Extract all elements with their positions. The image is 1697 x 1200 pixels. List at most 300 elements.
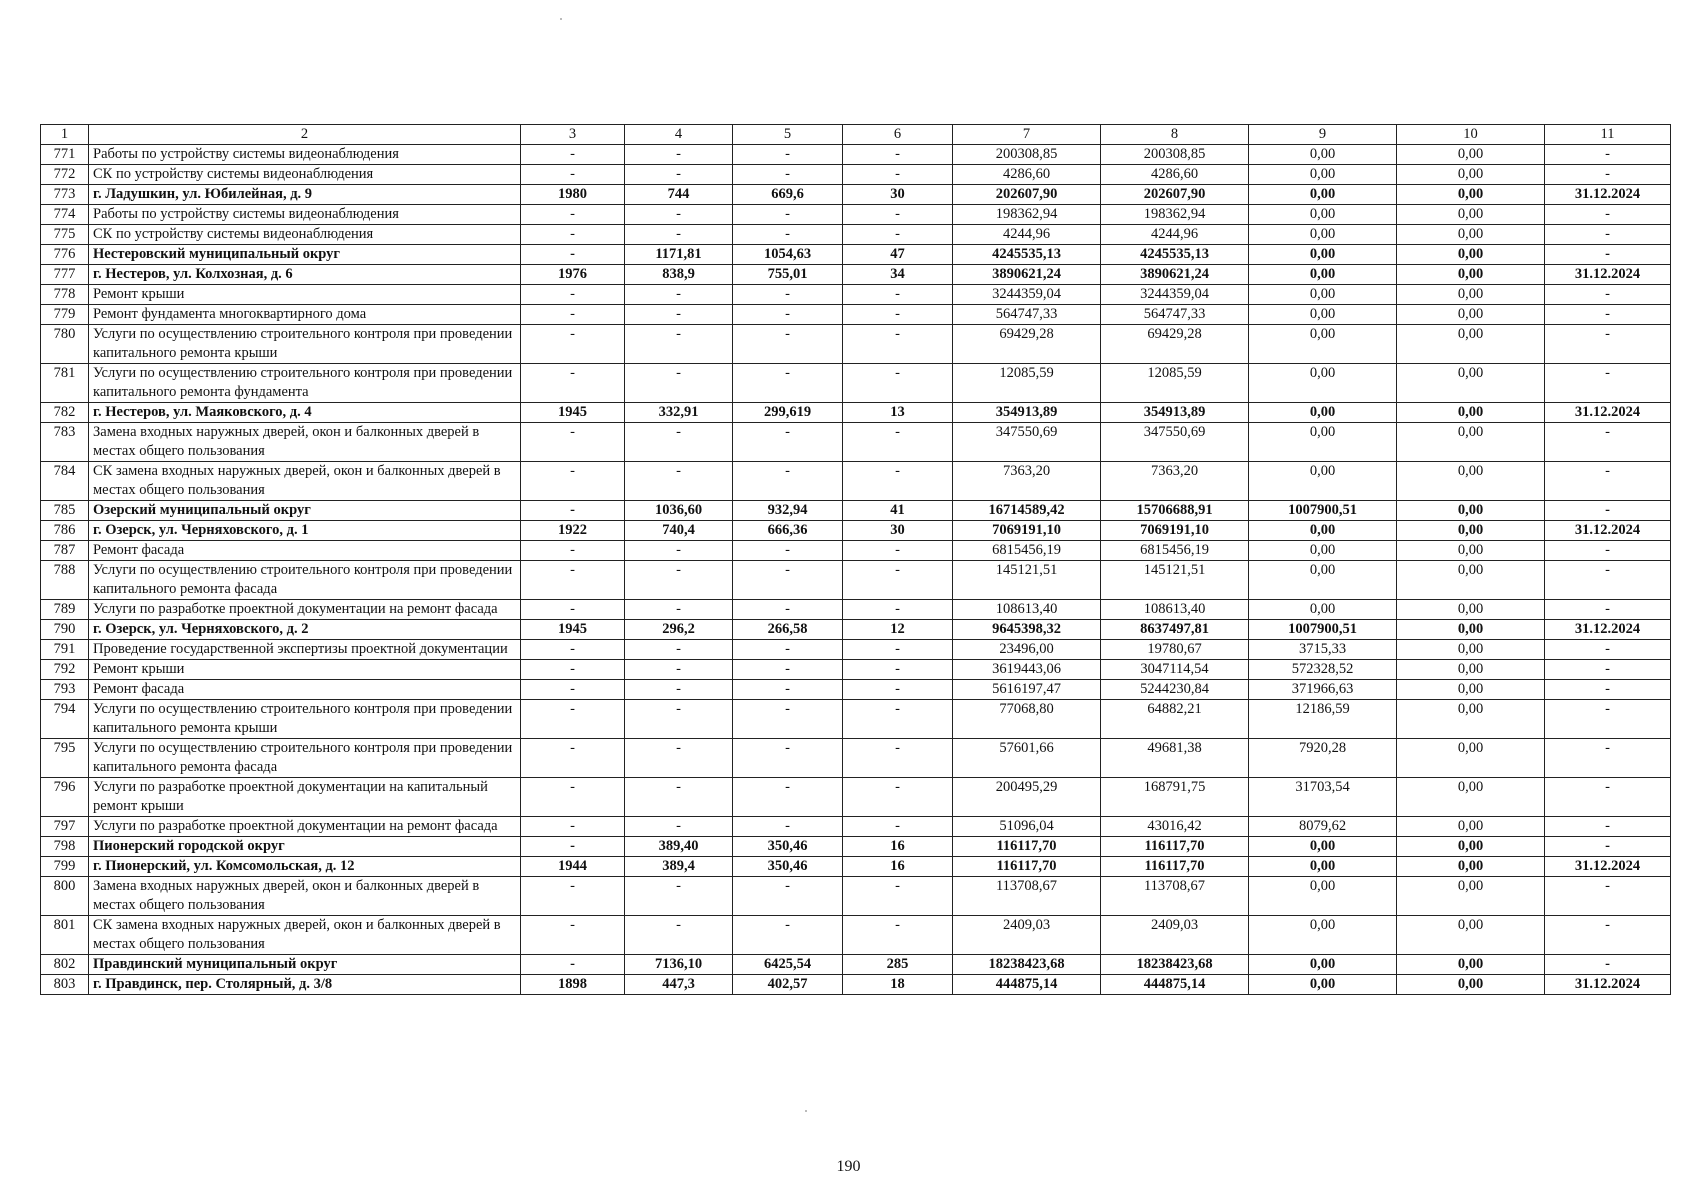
- cost-budget-cell: 0,00: [1249, 877, 1397, 916]
- deadline-cell: 31.12.2024: [1545, 403, 1671, 423]
- year-cell: -: [521, 225, 625, 245]
- living-area-cell: 402,57: [733, 975, 843, 995]
- header-cell: 11: [1545, 125, 1671, 145]
- table-row: [41, 265, 1671, 285]
- cost-total-cell: 77068,80: [953, 700, 1101, 739]
- cost-budget-cell: 0,00: [1249, 403, 1397, 423]
- cost-fund-cell: 113708,67: [1101, 877, 1249, 916]
- cost-total-cell: 202607,90: [953, 185, 1101, 205]
- cost-other-cell: 0,00: [1397, 423, 1545, 462]
- cost-fund-cell: 64882,21: [1101, 700, 1249, 739]
- cost-fund-cell: 354913,89: [1101, 403, 1249, 423]
- living-area-cell: -: [733, 778, 843, 817]
- item-name-cell: Ремонт крыши: [89, 660, 521, 680]
- cost-budget-cell: 572328,52: [1249, 660, 1397, 680]
- year-cell: -: [521, 205, 625, 225]
- total-area-cell: -: [625, 739, 733, 778]
- total-area-cell: -: [625, 817, 733, 837]
- table-row: [41, 857, 1671, 877]
- table-row: [41, 145, 1671, 165]
- residents-cell: 13: [843, 403, 953, 423]
- deadline-cell: 31.12.2024: [1545, 620, 1671, 640]
- row-number-cell: 786: [41, 521, 89, 541]
- cost-total-cell: 116117,70: [953, 837, 1101, 857]
- total-area-cell: -: [625, 145, 733, 165]
- total-area-cell: 389,4: [625, 857, 733, 877]
- item-name-cell: Услуги по разработке проектной документации на ремонт фасада: [89, 600, 521, 620]
- cost-budget-cell: 0,00: [1249, 364, 1397, 403]
- living-area-cell: -: [733, 541, 843, 561]
- cost-total-cell: 200495,29: [953, 778, 1101, 817]
- cost-total-cell: 198362,94: [953, 205, 1101, 225]
- cost-fund-cell: 3047114,54: [1101, 660, 1249, 680]
- row-number-cell: 796: [41, 778, 89, 817]
- deadline-cell: 31.12.2024: [1545, 185, 1671, 205]
- deadline-cell: -: [1545, 364, 1671, 403]
- year-cell: 1922: [521, 521, 625, 541]
- row-number-cell: 799: [41, 857, 89, 877]
- residents-cell: -: [843, 916, 953, 955]
- row-number-cell: 798: [41, 837, 89, 857]
- item-name-cell: Услуги по осуществлению строительного контроля при проведении капитального ремонта фасада: [89, 739, 521, 778]
- residents-cell: -: [843, 285, 953, 305]
- total-area-cell: -: [625, 916, 733, 955]
- cost-other-cell: 0,00: [1397, 660, 1545, 680]
- table-row: [41, 561, 1671, 600]
- cost-other-cell: 0,00: [1397, 620, 1545, 640]
- cost-total-cell: 7363,20: [953, 462, 1101, 501]
- residents-cell: 47: [843, 245, 953, 265]
- cost-fund-cell: 108613,40: [1101, 600, 1249, 620]
- table-row: [41, 225, 1671, 245]
- living-area-cell: -: [733, 285, 843, 305]
- cost-budget-cell: 0,00: [1249, 541, 1397, 561]
- header-cell: 8: [1101, 125, 1249, 145]
- living-area-cell: -: [733, 145, 843, 165]
- table-row: [41, 285, 1671, 305]
- cost-fund-cell: 2409,03: [1101, 916, 1249, 955]
- residents-cell: 30: [843, 185, 953, 205]
- deadline-cell: -: [1545, 305, 1671, 325]
- year-cell: 1944: [521, 857, 625, 877]
- cost-other-cell: 0,00: [1397, 364, 1545, 403]
- living-area-cell: -: [733, 877, 843, 916]
- table-row: [41, 501, 1671, 521]
- cost-fund-cell: 7363,20: [1101, 462, 1249, 501]
- residents-cell: -: [843, 561, 953, 600]
- scan-speck: [560, 18, 562, 20]
- header-cell: 1: [41, 125, 89, 145]
- cost-budget-cell: 0,00: [1249, 305, 1397, 325]
- deadline-cell: -: [1545, 600, 1671, 620]
- row-number-cell: 801: [41, 916, 89, 955]
- cost-fund-cell: 444875,14: [1101, 975, 1249, 995]
- year-cell: -: [521, 700, 625, 739]
- deadline-cell: -: [1545, 680, 1671, 700]
- cost-budget-cell: 1007900,51: [1249, 501, 1397, 521]
- total-area-cell: 1171,81: [625, 245, 733, 265]
- residents-cell: -: [843, 165, 953, 185]
- row-number-cell: 790: [41, 620, 89, 640]
- living-area-cell: 6425,54: [733, 955, 843, 975]
- cost-budget-cell: 7920,28: [1249, 739, 1397, 778]
- table-row: [41, 955, 1671, 975]
- cost-fund-cell: 202607,90: [1101, 185, 1249, 205]
- cost-other-cell: 0,00: [1397, 521, 1545, 541]
- cost-budget-cell: 0,00: [1249, 975, 1397, 995]
- header-cell: 10: [1397, 125, 1545, 145]
- cost-total-cell: 12085,59: [953, 364, 1101, 403]
- cost-other-cell: 0,00: [1397, 837, 1545, 857]
- header-row: [41, 125, 1671, 145]
- cost-budget-cell: 0,00: [1249, 185, 1397, 205]
- item-name-cell: Проведение государственной экспертизы проектной документации: [89, 640, 521, 660]
- item-name-cell: Замена входных наружных дверей, окон и балконных дверей в местах общего пользования: [89, 423, 521, 462]
- row-number-cell: 803: [41, 975, 89, 995]
- cost-total-cell: 2409,03: [953, 916, 1101, 955]
- year-cell: -: [521, 640, 625, 660]
- row-number-cell: 778: [41, 285, 89, 305]
- living-area-cell: 669,6: [733, 185, 843, 205]
- table-row: [41, 778, 1671, 817]
- deadline-cell: 31.12.2024: [1545, 265, 1671, 285]
- cost-other-cell: 0,00: [1397, 916, 1545, 955]
- living-area-cell: -: [733, 700, 843, 739]
- year-cell: -: [521, 778, 625, 817]
- cost-other-cell: 0,00: [1397, 245, 1545, 265]
- living-area-cell: -: [733, 640, 843, 660]
- year-cell: -: [521, 364, 625, 403]
- row-number-cell: 787: [41, 541, 89, 561]
- cost-budget-cell: 0,00: [1249, 285, 1397, 305]
- deadline-cell: -: [1545, 501, 1671, 521]
- year-cell: -: [521, 680, 625, 700]
- deadline-cell: 31.12.2024: [1545, 975, 1671, 995]
- row-number-cell: 782: [41, 403, 89, 423]
- header-cell: 4: [625, 125, 733, 145]
- cost-total-cell: 116117,70: [953, 857, 1101, 877]
- cost-budget-cell: 0,00: [1249, 857, 1397, 877]
- year-cell: -: [521, 462, 625, 501]
- cost-fund-cell: 198362,94: [1101, 205, 1249, 225]
- item-name-cell: Пионерский городской округ: [89, 837, 521, 857]
- header-cell: 2: [89, 125, 521, 145]
- table-row: [41, 521, 1671, 541]
- cost-total-cell: 200308,85: [953, 145, 1101, 165]
- cost-fund-cell: 6815456,19: [1101, 541, 1249, 561]
- cost-fund-cell: 4244,96: [1101, 225, 1249, 245]
- table-row: [41, 205, 1671, 225]
- deadline-cell: -: [1545, 877, 1671, 916]
- residents-cell: -: [843, 640, 953, 660]
- year-cell: -: [521, 501, 625, 521]
- cost-total-cell: 4244,96: [953, 225, 1101, 245]
- living-area-cell: -: [733, 561, 843, 600]
- residents-cell: -: [843, 778, 953, 817]
- cost-other-cell: 0,00: [1397, 877, 1545, 916]
- deadline-cell: -: [1545, 325, 1671, 364]
- row-number-cell: 780: [41, 325, 89, 364]
- cost-other-cell: 0,00: [1397, 205, 1545, 225]
- year-cell: -: [521, 285, 625, 305]
- cost-other-cell: 0,00: [1397, 700, 1545, 739]
- cost-fund-cell: 116117,70: [1101, 857, 1249, 877]
- total-area-cell: 838,9: [625, 265, 733, 285]
- item-name-cell: Озерский муниципальный округ: [89, 501, 521, 521]
- item-name-cell: Работы по устройству системы видеонаблюдения: [89, 205, 521, 225]
- row-number-cell: 793: [41, 680, 89, 700]
- living-area-cell: 666,36: [733, 521, 843, 541]
- cost-other-cell: 0,00: [1397, 325, 1545, 364]
- living-area-cell: -: [733, 600, 843, 620]
- total-area-cell: 296,2: [625, 620, 733, 640]
- living-area-cell: 299,619: [733, 403, 843, 423]
- cost-total-cell: 7069191,10: [953, 521, 1101, 541]
- living-area-cell: 350,46: [733, 857, 843, 877]
- living-area-cell: -: [733, 462, 843, 501]
- deadline-cell: 31.12.2024: [1545, 521, 1671, 541]
- residents-cell: 16: [843, 857, 953, 877]
- cost-budget-cell: 0,00: [1249, 325, 1397, 364]
- header-cell: 9: [1249, 125, 1397, 145]
- cost-other-cell: 0,00: [1397, 817, 1545, 837]
- row-number-cell: 783: [41, 423, 89, 462]
- table-row: [41, 364, 1671, 403]
- row-number-cell: 795: [41, 739, 89, 778]
- item-name-cell: г. Пионерский, ул. Комсомольская, д. 12: [89, 857, 521, 877]
- row-number-cell: 784: [41, 462, 89, 501]
- cost-other-cell: 0,00: [1397, 265, 1545, 285]
- cost-total-cell: 108613,40: [953, 600, 1101, 620]
- residents-cell: -: [843, 364, 953, 403]
- item-name-cell: СК по устройству системы видеонаблюдения: [89, 225, 521, 245]
- residents-cell: -: [843, 541, 953, 561]
- residents-cell: -: [843, 225, 953, 245]
- residents-cell: -: [843, 145, 953, 165]
- item-name-cell: г. Нестеров, ул. Маяковского, д. 4: [89, 403, 521, 423]
- cost-budget-cell: 12186,59: [1249, 700, 1397, 739]
- residents-cell: -: [843, 817, 953, 837]
- cost-fund-cell: 15706688,91: [1101, 501, 1249, 521]
- cost-other-cell: 0,00: [1397, 145, 1545, 165]
- cost-other-cell: 0,00: [1397, 185, 1545, 205]
- cost-fund-cell: 49681,38: [1101, 739, 1249, 778]
- cost-other-cell: 0,00: [1397, 305, 1545, 325]
- cost-fund-cell: 3890621,24: [1101, 265, 1249, 285]
- item-name-cell: Замена входных наружных дверей, окон и балконных дверей в местах общего пользования: [89, 877, 521, 916]
- cost-other-cell: 0,00: [1397, 285, 1545, 305]
- residents-cell: -: [843, 305, 953, 325]
- living-area-cell: -: [733, 364, 843, 403]
- item-name-cell: Услуги по разработке проектной документации на капитальный ремонт крыши: [89, 778, 521, 817]
- table-row: [41, 165, 1671, 185]
- deadline-cell: -: [1545, 817, 1671, 837]
- total-area-cell: -: [625, 225, 733, 245]
- table-row: [41, 739, 1671, 778]
- cost-total-cell: 444875,14: [953, 975, 1101, 995]
- cost-budget-cell: 0,00: [1249, 837, 1397, 857]
- total-area-cell: -: [625, 700, 733, 739]
- living-area-cell: -: [733, 205, 843, 225]
- item-name-cell: Услуги по осуществлению строительного контроля при проведении капитального ремонта крыши: [89, 325, 521, 364]
- cost-total-cell: 23496,00: [953, 640, 1101, 660]
- cost-other-cell: 0,00: [1397, 975, 1545, 995]
- table-row: [41, 817, 1671, 837]
- cost-total-cell: 6815456,19: [953, 541, 1101, 561]
- living-area-cell: -: [733, 423, 843, 462]
- cost-total-cell: 9645398,32: [953, 620, 1101, 640]
- year-cell: -: [521, 837, 625, 857]
- year-cell: 1898: [521, 975, 625, 995]
- residents-cell: 16: [843, 837, 953, 857]
- deadline-cell: -: [1545, 739, 1671, 778]
- row-number-cell: 791: [41, 640, 89, 660]
- deadline-cell: -: [1545, 462, 1671, 501]
- cost-budget-cell: 0,00: [1249, 600, 1397, 620]
- residents-cell: 18: [843, 975, 953, 995]
- cost-total-cell: 69429,28: [953, 325, 1101, 364]
- year-cell: -: [521, 541, 625, 561]
- item-name-cell: Нестеровский муниципальный округ: [89, 245, 521, 265]
- total-area-cell: 389,40: [625, 837, 733, 857]
- cost-fund-cell: 8637497,81: [1101, 620, 1249, 640]
- year-cell: -: [521, 817, 625, 837]
- cost-fund-cell: 18238423,68: [1101, 955, 1249, 975]
- cost-total-cell: 3244359,04: [953, 285, 1101, 305]
- total-area-cell: 332,91: [625, 403, 733, 423]
- cost-other-cell: 0,00: [1397, 541, 1545, 561]
- cost-total-cell: 4245535,13: [953, 245, 1101, 265]
- item-name-cell: Услуги по осуществлению строительного контроля при проведении капитального ремонта фундамента: [89, 364, 521, 403]
- cost-budget-cell: 3715,33: [1249, 640, 1397, 660]
- table-row: [41, 245, 1671, 265]
- total-area-cell: -: [625, 640, 733, 660]
- cost-budget-cell: 0,00: [1249, 205, 1397, 225]
- scan-speck: [805, 1110, 807, 1112]
- total-area-cell: -: [625, 423, 733, 462]
- cost-other-cell: 0,00: [1397, 680, 1545, 700]
- year-cell: -: [521, 739, 625, 778]
- total-area-cell: 7136,10: [625, 955, 733, 975]
- table-row: [41, 305, 1671, 325]
- residents-cell: -: [843, 423, 953, 462]
- year-cell: -: [521, 916, 625, 955]
- total-area-cell: -: [625, 462, 733, 501]
- table-row: [41, 462, 1671, 501]
- cost-total-cell: 4286,60: [953, 165, 1101, 185]
- row-number-cell: 794: [41, 700, 89, 739]
- total-area-cell: -: [625, 778, 733, 817]
- year-cell: 1945: [521, 620, 625, 640]
- item-name-cell: Работы по устройству системы видеонаблюдения: [89, 145, 521, 165]
- header-cell: 5: [733, 125, 843, 145]
- table-row: [41, 877, 1671, 916]
- living-area-cell: 932,94: [733, 501, 843, 521]
- deadline-cell: -: [1545, 285, 1671, 305]
- table-row: [41, 600, 1671, 620]
- year-cell: -: [521, 561, 625, 600]
- header-cell: 6: [843, 125, 953, 145]
- cost-fund-cell: 145121,51: [1101, 561, 1249, 600]
- year-cell: -: [521, 145, 625, 165]
- deadline-cell: -: [1545, 541, 1671, 561]
- table-row: [41, 837, 1671, 857]
- cost-budget-cell: 0,00: [1249, 423, 1397, 462]
- row-number-cell: 772: [41, 165, 89, 185]
- cost-budget-cell: 0,00: [1249, 265, 1397, 285]
- total-area-cell: -: [625, 285, 733, 305]
- item-name-cell: Правдинский муниципальный округ: [89, 955, 521, 975]
- row-number-cell: 792: [41, 660, 89, 680]
- table-row: [41, 403, 1671, 423]
- residents-cell: -: [843, 660, 953, 680]
- deadline-cell: -: [1545, 245, 1671, 265]
- row-number-cell: 802: [41, 955, 89, 975]
- table-row: [41, 916, 1671, 955]
- year-cell: -: [521, 660, 625, 680]
- row-number-cell: 797: [41, 817, 89, 837]
- item-name-cell: г. Нестеров, ул. Колхозная, д. 6: [89, 265, 521, 285]
- cost-total-cell: 347550,69: [953, 423, 1101, 462]
- residents-cell: 285: [843, 955, 953, 975]
- item-name-cell: Услуги по разработке проектной документации на ремонт фасада: [89, 817, 521, 837]
- total-area-cell: 740,4: [625, 521, 733, 541]
- item-name-cell: Ремонт фасада: [89, 680, 521, 700]
- deadline-cell: -: [1545, 660, 1671, 680]
- cost-fund-cell: 12085,59: [1101, 364, 1249, 403]
- row-number-cell: 771: [41, 145, 89, 165]
- deadline-cell: -: [1545, 145, 1671, 165]
- table-row: [41, 640, 1671, 660]
- year-cell: -: [521, 600, 625, 620]
- cost-total-cell: 51096,04: [953, 817, 1101, 837]
- cost-other-cell: 0,00: [1397, 739, 1545, 778]
- cost-total-cell: 145121,51: [953, 561, 1101, 600]
- cost-other-cell: 0,00: [1397, 403, 1545, 423]
- row-number-cell: 776: [41, 245, 89, 265]
- cost-budget-cell: 31703,54: [1249, 778, 1397, 817]
- cost-other-cell: 0,00: [1397, 462, 1545, 501]
- cost-other-cell: 0,00: [1397, 640, 1545, 660]
- cost-other-cell: 0,00: [1397, 225, 1545, 245]
- cost-total-cell: 5616197,47: [953, 680, 1101, 700]
- total-area-cell: -: [625, 305, 733, 325]
- item-name-cell: Услуги по осуществлению строительного контроля при проведении капитального ремонта крыши: [89, 700, 521, 739]
- cost-budget-cell: 8079,62: [1249, 817, 1397, 837]
- deadline-cell: -: [1545, 561, 1671, 600]
- deadline-cell: -: [1545, 778, 1671, 817]
- cost-fund-cell: 5244230,84: [1101, 680, 1249, 700]
- total-area-cell: -: [625, 541, 733, 561]
- cost-budget-cell: 371966,63: [1249, 680, 1397, 700]
- total-area-cell: 1036,60: [625, 501, 733, 521]
- living-area-cell: -: [733, 739, 843, 778]
- total-area-cell: -: [625, 680, 733, 700]
- table-row: [41, 541, 1671, 561]
- row-number-cell: 788: [41, 561, 89, 600]
- row-number-cell: 779: [41, 305, 89, 325]
- deadline-cell: -: [1545, 423, 1671, 462]
- cost-budget-cell: 0,00: [1249, 561, 1397, 600]
- total-area-cell: 744: [625, 185, 733, 205]
- deadline-cell: -: [1545, 955, 1671, 975]
- living-area-cell: -: [733, 325, 843, 364]
- cost-total-cell: 113708,67: [953, 877, 1101, 916]
- row-number-cell: 775: [41, 225, 89, 245]
- year-cell: -: [521, 325, 625, 364]
- row-number-cell: 774: [41, 205, 89, 225]
- cost-fund-cell: 19780,67: [1101, 640, 1249, 660]
